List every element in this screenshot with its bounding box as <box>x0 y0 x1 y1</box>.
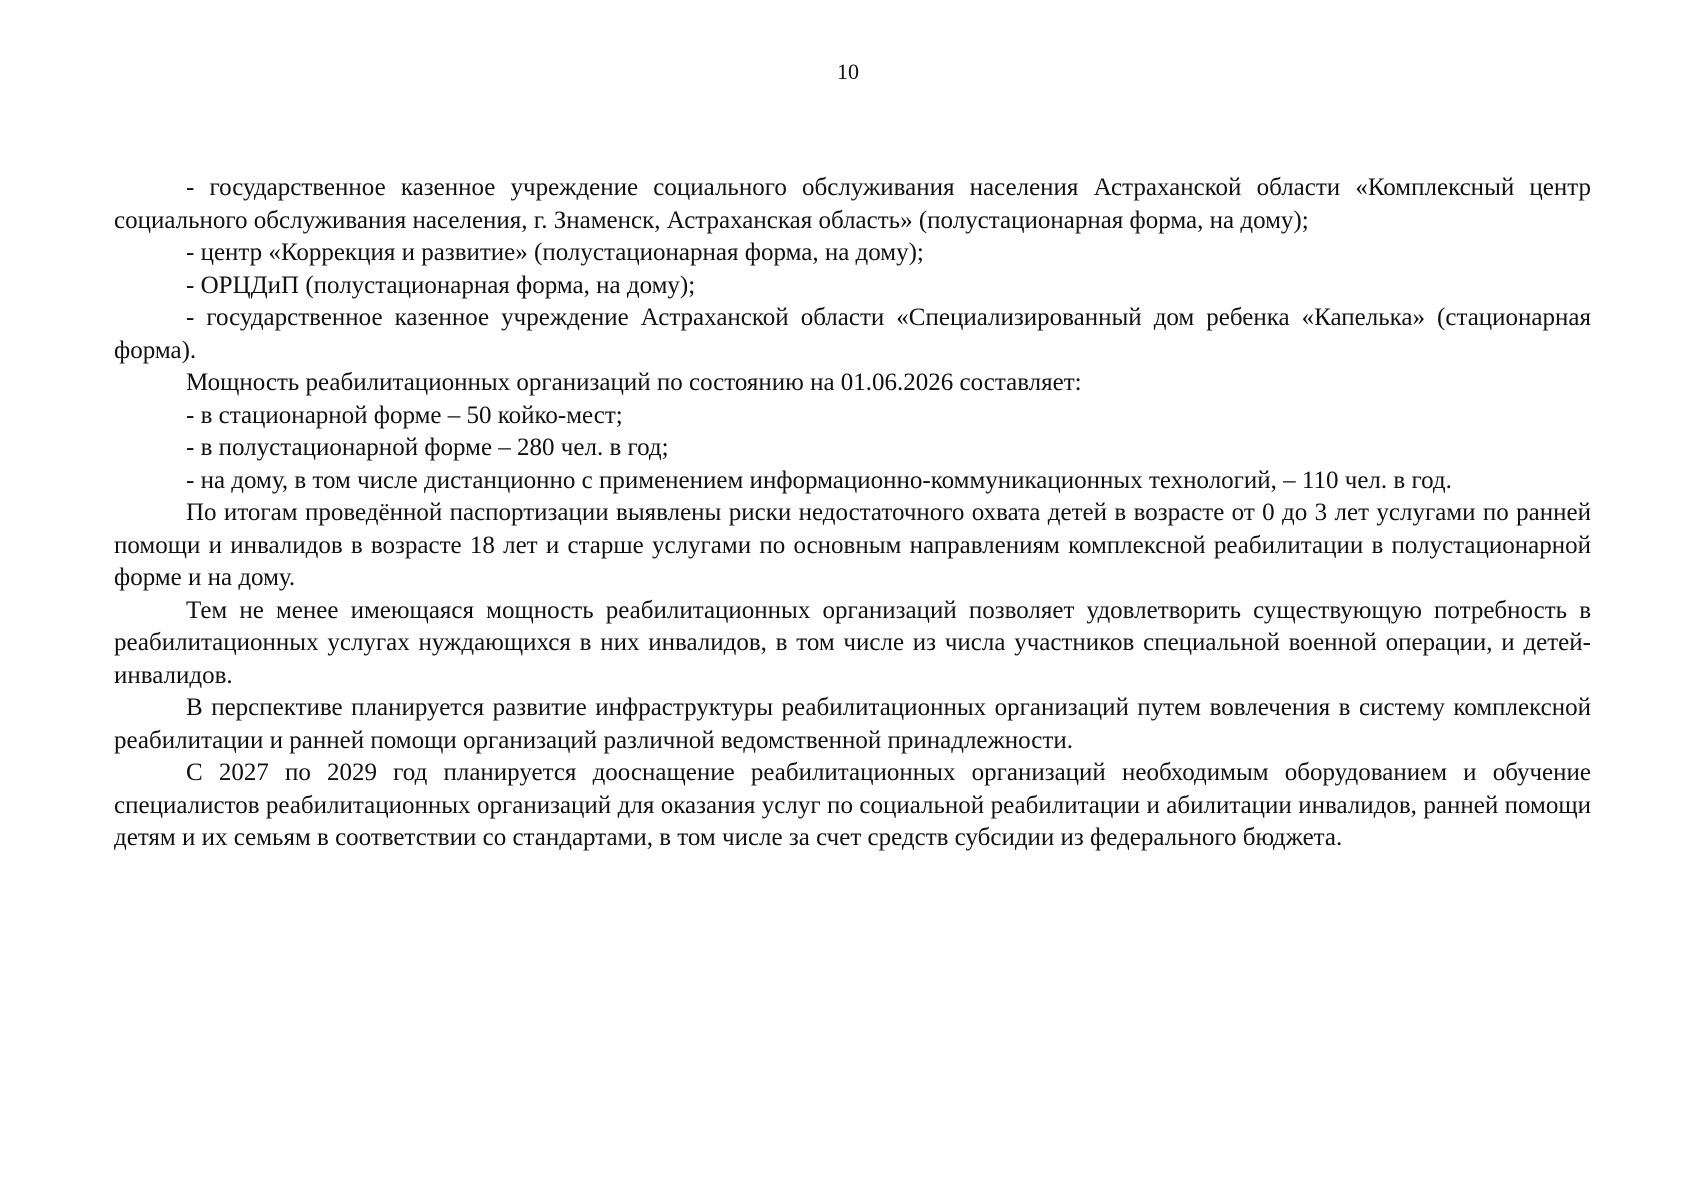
page-number: 10 <box>837 59 859 84</box>
paragraph-capacity-stationary: - в стационарной форме – 50 койко-мест; <box>186 401 623 429</box>
paragraph-capacity-intro: Мощность реабилитационных организаций по состоянию на 01.06.2026 составляет: <box>186 369 1082 396</box>
paragraph-org-orcdip: - ОРЦДиП (полустационарная форма, на дому); <box>186 271 696 299</box>
paragraph-infrastructure-plan: В перспективе планируется развитие инфраструктуры реабилитационных организаций путем вовлечения в систему комплексной реабилитации и ранней помощи организаций различной ведомственной принадлежности. <box>114 694 1591 754</box>
paragraph-capacity-home: - на дому, в том числе дистанционно с применением информационно-коммуникационных технологий, – 110 чел. в год. <box>186 466 1452 494</box>
paragraph-capacity-sufficient: Тем не менее имеющаяся мощность реабилитационных организаций позволяет удовлетворить существующую потребность в реабилитационных услугах нуждающихся в них инвалидов, в том числе из числа участников специальной военной операции, и детей-инвалидов. <box>114 596 1591 689</box>
paragraph-org-kapelka: - государственное казенное учреждение Астраханской области «Специализированный дом ребенка «Капелька» (стационарная форма). <box>114 304 1591 364</box>
paragraph-org-znamensk: - государственное казенное учреждение социального обслуживания населения Астраханской области «Комплексный центр социального обслуживания населения, г. Знаменск, Астраханская область» (полустационарная форма, на дому); <box>114 174 1591 234</box>
paragraph-capacity-semistationary: - в полустационарной форме – 280 чел. в год; <box>186 434 669 461</box>
paragraph-passportization-risks: По итогам проведённой паспортизации выявлены риски недостаточного охвата детей в возрасте от 0 до 3 лет услугами по ранней помощи и инвалидов в возрасте 18 лет и старше услугами по основным направлениям комплексной реабилитации в полустационарной форме и на дому. <box>114 499 1591 591</box>
paragraph-equipment-plan: С 2027 по 2029 год планируется дооснащение реабилитационных организаций необходимым оборудованием и обучение специалистов реабилитационных организаций для оказания услуг по социальной реабилитации и абилитации инвалидов, ранней помощи детям и их семьям в соответствии со стандартами, в том числе за счет средств субсидии из федерального бюджета. <box>114 759 1591 851</box>
document-body <box>114 172 1591 855</box>
paragraph-org-correction-center: - центр «Коррекция и развитие» (полустационарная форма, на дому); <box>186 239 924 266</box>
